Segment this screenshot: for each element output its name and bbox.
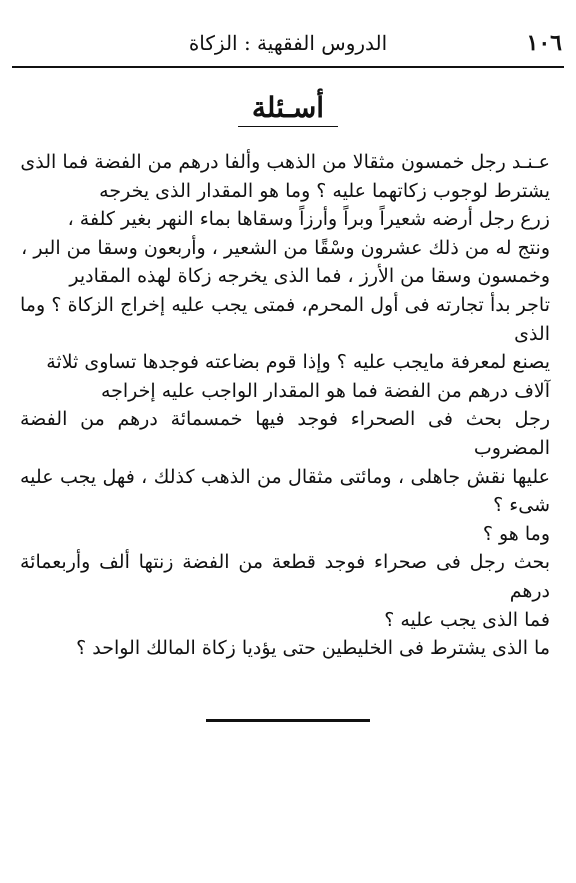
page-number: ١٠٦ xyxy=(526,30,562,56)
section-title: أسـئلة xyxy=(251,91,325,124)
question-line: وخمسون وسقا من الأرز ، فما الذى يخرجه زكاة لهذه المقادير xyxy=(69,265,550,288)
questions-body xyxy=(20,148,550,663)
end-ornament-rule xyxy=(206,719,370,722)
question-line: عليها نقش جاهلى ، ومائتى مثقال من الذهب كذلك ، فهل يجب عليه شىء ؟ xyxy=(20,465,550,517)
question-6 xyxy=(20,634,550,663)
header-rule xyxy=(12,66,564,68)
question-line: بحث رجل فى صحراء فوجد قطعة من الفضة زنتها ألف وأربعمائة درهم xyxy=(20,551,550,602)
question-line: آلاف درهم من الفضة فما هو المقدار الواجب عليه إخراجه xyxy=(100,379,550,402)
question-2 xyxy=(20,205,550,291)
question-line: يصنع لمعرفة مايجب عليه ؟ وإذا قوم بضاعته فوجدها تساوى ثلاثة xyxy=(46,351,550,374)
question-line: عـنـد رجل خمسون مثقالا من الذهب وألفا درهم من الفضة فما الذى xyxy=(20,151,550,173)
question-line: رجل بحث فى الصحراء فوجد فيها خمسمائة درهم من الفضة المضروب xyxy=(20,408,550,459)
question-line: يشترط لوجوب زكاتهما عليه ؟ وما هو المقدار الذى يخرجه xyxy=(99,179,550,202)
question-line: زرع رجل أرضه شعيراً وبراً وأرزاً وسقاها بماء النهر بغير كلفة ، xyxy=(67,208,550,231)
question-line: فما الذى يجب عليه ؟ xyxy=(384,608,550,631)
question-line: وما هو ؟ xyxy=(482,522,550,545)
title-underline xyxy=(238,126,338,127)
question-5 xyxy=(20,548,550,634)
question-1 xyxy=(20,148,550,205)
question-4 xyxy=(20,405,550,548)
question-line: تاجر بدأ تجارته فى أول المحرم، فمتى يجب عليه إخراج الزكاة ؟ وما الذى xyxy=(20,293,550,345)
running-title: الدروس الفقهية : الزكاة xyxy=(188,31,388,55)
question-3 xyxy=(20,291,550,405)
question-line: ونتج له من ذلك عشرون وسْقًا من الشعير ، وأربعون وسقا من البر ، xyxy=(21,236,550,259)
page-header xyxy=(14,28,562,64)
question-line: ما الذى يشترط فى الخليطين حتى يؤديا زكاة المالك الواحد ؟ xyxy=(76,637,550,660)
